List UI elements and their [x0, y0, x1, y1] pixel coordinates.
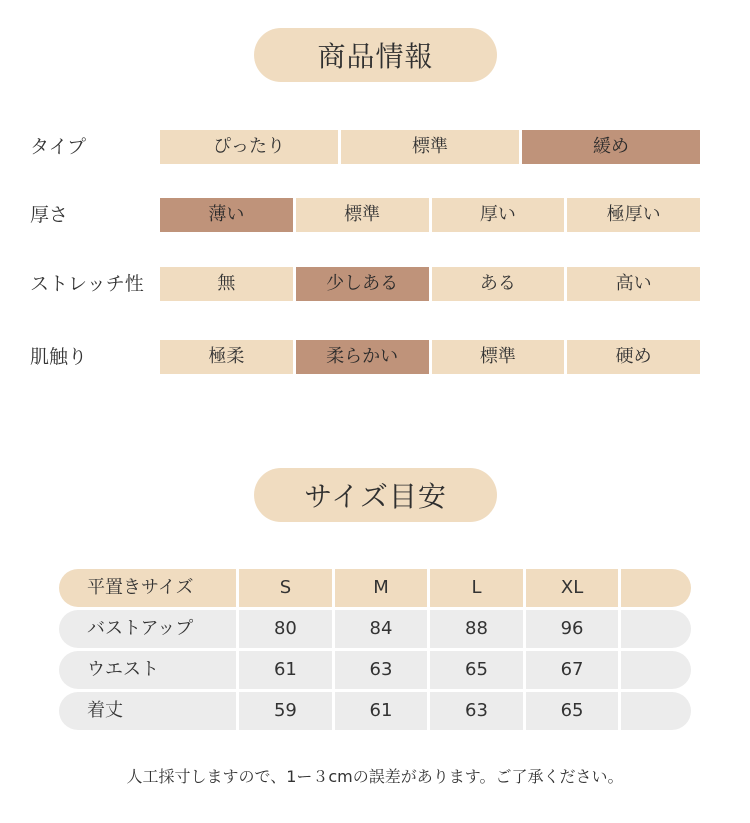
size-table: [59, 569, 691, 733]
header-label: 平置きサイズ: [87, 577, 194, 598]
header-cell: L: [430, 569, 523, 607]
row-label-cell: [59, 610, 236, 648]
attr-options: [160, 198, 700, 232]
table-cell: 88: [430, 610, 523, 648]
table-cell: 61: [239, 651, 332, 689]
attr-label: 厚さ: [30, 204, 69, 226]
attr-label: タイプ: [30, 136, 87, 158]
table-cell: 65: [526, 692, 619, 730]
option: 極柔: [160, 340, 293, 374]
attr-options: [160, 340, 700, 374]
row-label-cell: [59, 692, 236, 730]
header-cell: [621, 569, 691, 607]
table-cell: [621, 692, 691, 730]
row-label: ウエスト: [87, 659, 159, 680]
header-cell: [59, 569, 236, 607]
measurement-note: 人工採寸しますので、1ー３cmの誤差があります。ご了承ください。: [126, 767, 624, 786]
option: 標準: [341, 130, 519, 164]
table-cell: 63: [335, 651, 428, 689]
table-cell: 63: [430, 692, 523, 730]
option: 硬め: [567, 340, 700, 374]
attr-label: 肌触り: [30, 346, 88, 368]
option: 高い: [567, 267, 700, 301]
table-cell: 84: [335, 610, 428, 648]
product-info-title: 商品情報: [254, 28, 497, 82]
table-row: [59, 692, 691, 730]
header-cell: S: [239, 569, 332, 607]
option: ある: [432, 267, 565, 301]
option: ぴったり: [160, 130, 338, 164]
option: 厚い: [432, 198, 565, 232]
option: 標準: [296, 198, 429, 232]
table-cell: 67: [526, 651, 619, 689]
row-label-cell: [59, 651, 236, 689]
table-cell: 96: [526, 610, 619, 648]
header-cell: M: [335, 569, 428, 607]
attr-options: [160, 267, 700, 301]
table-cell: 65: [430, 651, 523, 689]
option: 緩め: [522, 130, 700, 164]
table-cell: 61: [335, 692, 428, 730]
table-cell: 80: [239, 610, 332, 648]
row-label: 着丈: [87, 700, 123, 721]
attr-row-texture: [0, 340, 750, 374]
option: 薄い: [160, 198, 293, 232]
attr-label: ストレッチ性: [30, 273, 144, 295]
table-cell: 59: [239, 692, 332, 730]
option: 少しある: [296, 267, 429, 301]
attr-row-type: [0, 130, 750, 164]
option: 標準: [432, 340, 565, 374]
size-guide-title: サイズ目安: [254, 468, 497, 522]
attr-options: [160, 130, 700, 164]
option: 無: [160, 267, 293, 301]
table-row: [59, 610, 691, 648]
option: 極厚い: [567, 198, 700, 232]
header-cell: XL: [526, 569, 619, 607]
option: 柔らかい: [296, 340, 429, 374]
attr-row-thickness: [0, 198, 750, 232]
size-table-header: [59, 569, 691, 607]
row-label: バストアップ: [87, 618, 194, 639]
table-cell: [621, 651, 691, 689]
table-row: [59, 651, 691, 689]
table-cell: [621, 610, 691, 648]
attr-row-stretch: [0, 267, 750, 301]
